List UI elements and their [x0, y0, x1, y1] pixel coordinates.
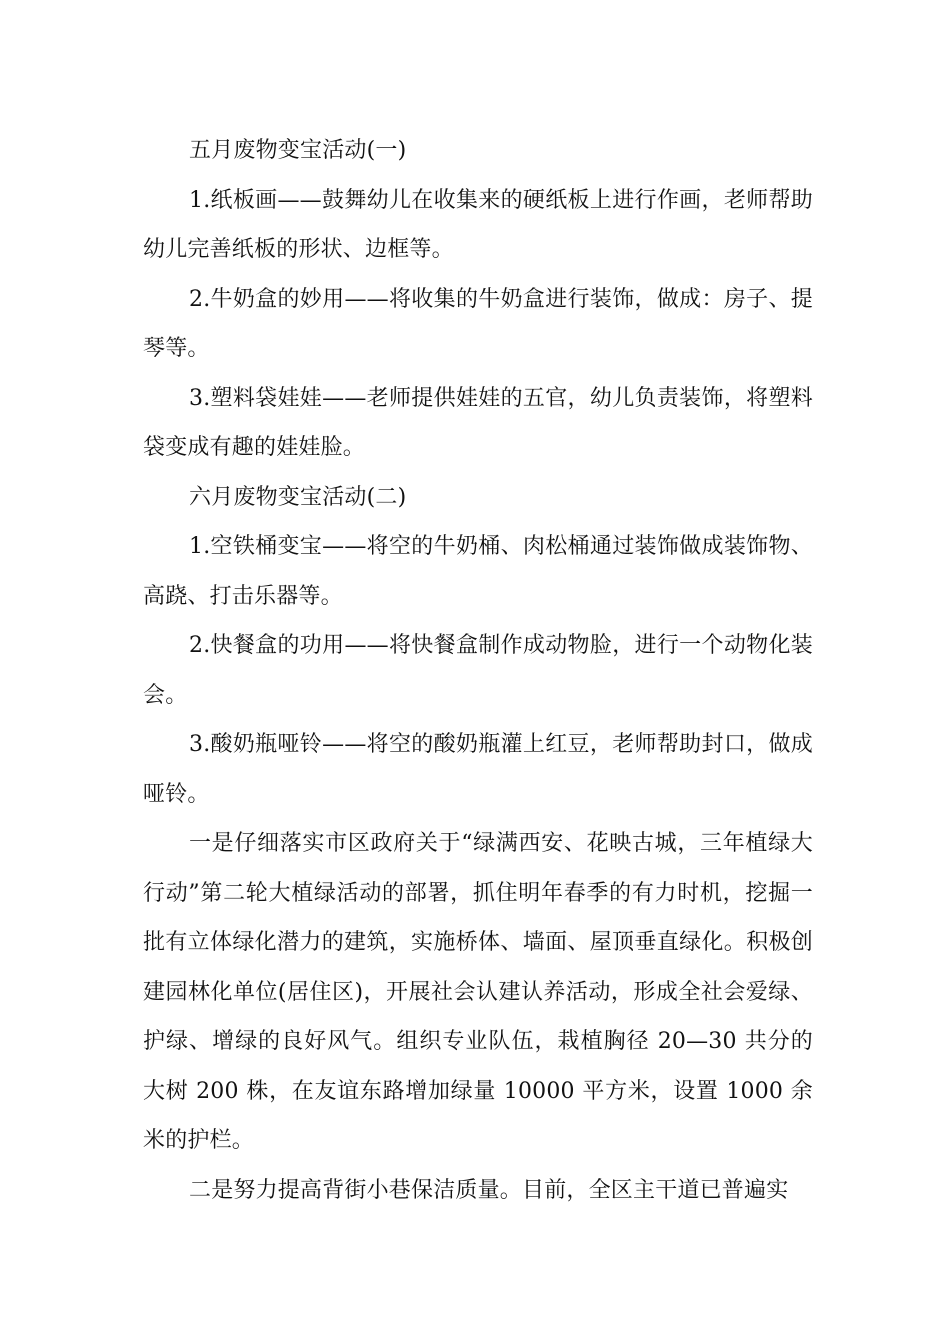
- document-body: [143, 126, 813, 1215]
- heading-june-activities: 六月废物变宝活动(二): [189, 484, 407, 510]
- heading-may-activities: 五月废物变宝活动(一): [189, 138, 407, 163]
- paragraph-empty-can: 1.空铁桶变宝——将空的牛奶桶、肉松桶通过装饰做成装饰物、高跷、打击乐器等。: [143, 534, 813, 609]
- paragraph-plastic-bag-doll: 3.塑料袋娃娃——老师提供娃娃的五官，幼儿负责装饰，将塑料袋变成有趣的娃娃脸。: [143, 385, 813, 460]
- paragraph-yogurt-dumbbell: 3.酸奶瓶哑铃——将空的酸奶瓶灌上红豆，老师帮助封口，做成哑铃。: [143, 732, 813, 807]
- paragraph-milk-carton: 2.牛奶盒的妙用——将收集的牛奶盒进行装饰，做成：房子、提琴等。: [143, 286, 813, 361]
- paragraph-cardboard-painting: 1.纸板画——鼓舞幼儿在收集来的硬纸板上进行作画，老师帮助幼儿完善纸板的形状、边框等。: [143, 187, 813, 262]
- paragraph-alley-cleaning: 二是努力提高背街小巷保洁质量。目前，全区主干道已普遍实: [189, 1177, 789, 1203]
- paragraph-fast-food-box: 2.快餐盒的功用——将快餐盒制作成动物脸，进行一个动物化装会。: [143, 633, 813, 708]
- paragraph-greening-plan: 一是仔细落实市区政府关于“绿满西安、花映古城，三年植绿大行动”第二轮大植绿活动的部署，抓住明年春季的有力时机，挖掘一批有立体绿化潜力的建筑，实施桥体、墙面、屋顶垂直绿化。积极创建园林化单位(居住区)，开展社会认建认养活动，形成全社会爱绿、护绿、增绿的良好风气。组织专业队伍，栽植胸径 20—30 共分的大树 200 株，在友谊东路增加绿量 10000 平方米，设置 1000 余米的护栏。: [143, 831, 813, 1153]
